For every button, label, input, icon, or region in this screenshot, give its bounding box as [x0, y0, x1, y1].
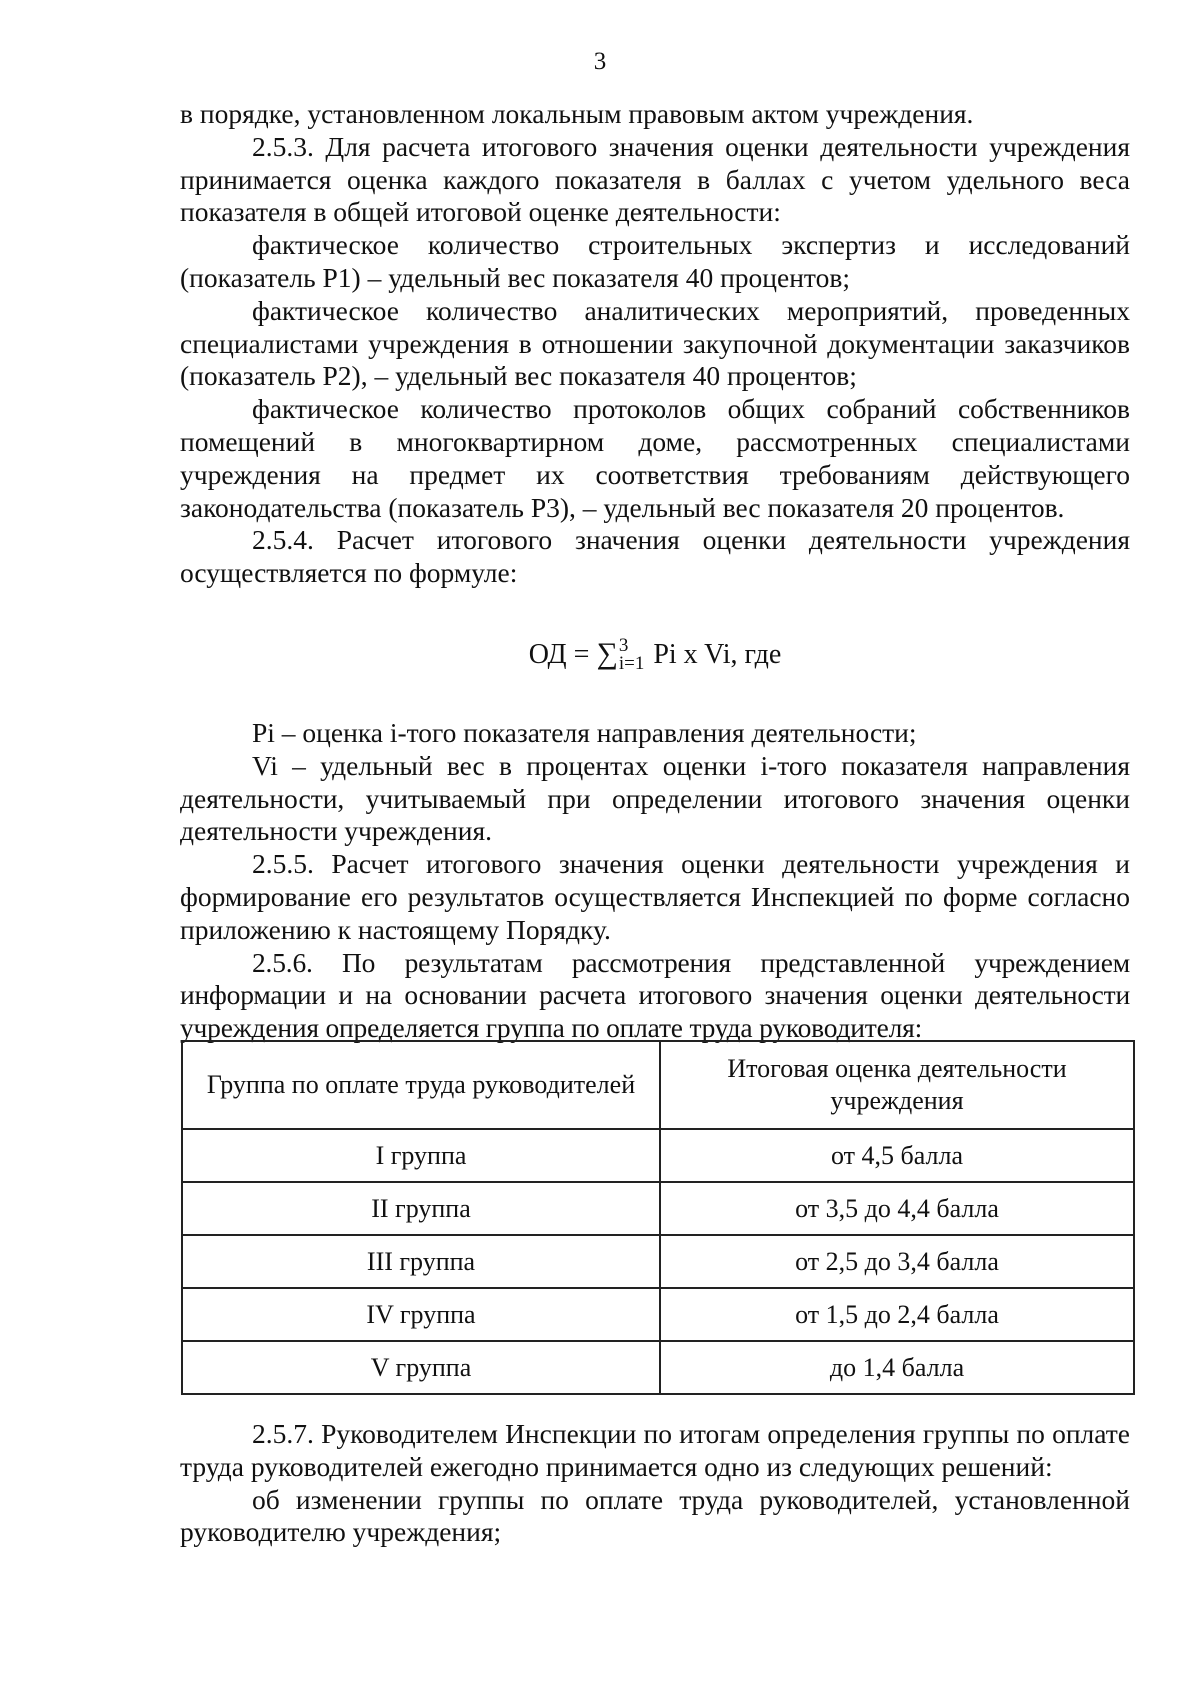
sum-lower-limit: i=1	[618, 652, 645, 674]
table-cell: V группа	[182, 1341, 660, 1394]
paragraph: Vi – удельный вес в процентах оценки i-того показателя направления деятельности, учитываемый при определении итогового значения оценки деятельности учреждения.	[180, 749, 1130, 847]
table-cell: от 1,5 до 2,4 балла	[660, 1288, 1134, 1341]
pay-group-table	[181, 1040, 1135, 1395]
table-cell: от 3,5 до 4,4 балла	[660, 1182, 1134, 1235]
formula-rhs: Pi x Vi, где	[653, 638, 782, 670]
paragraph: об изменении группы по оплате труда руководителей, установленной руководителю учреждения;	[180, 1483, 1130, 1548]
page-number: 3	[593, 48, 607, 75]
table-header-cell: Группа по оплате труда руководителей	[182, 1041, 660, 1129]
table-cell: IV группа	[182, 1288, 660, 1341]
table-row	[182, 1182, 1134, 1235]
paragraph: 2.5.5. Расчет итогового значения оценки деятельности учреждения и формирование его результатов осуществляется Инспекцией по форме согласно приложению к настоящему Порядку.	[180, 848, 1130, 945]
table-row	[182, 1288, 1134, 1341]
paragraph: фактическое количество аналитических мероприятий, проведенных специалистами учреждения в отношении закупочной документации заказчиков (показатель Р2), – удельный вес показателя 40 процентов;	[180, 294, 1130, 392]
paragraph: фактическое количество протоколов общих собраний собственников помещений в многоквартирном доме, рассмотренных специалистами учреждения на предмет их соответствия требованиям действующего законодательства (показатель Р3), – удельный вес показателя 20 процентов.	[180, 393, 1130, 523]
formula-lhs: ОД =	[528, 638, 590, 670]
table-row	[182, 1341, 1134, 1394]
document-body-bottom	[180, 1418, 1130, 1549]
paragraph: 2.5.7. Руководителем Инспекции по итогам определения группы по оплате труда руководителей ежегодно принимается одно из следующих решений:	[180, 1418, 1130, 1482]
paragraph: 2.5.6. По результатам рассмотрения представленной учреждением информации и на основании расчета итогового значения оценки деятельности учреждения определяется группа по оплате труда руководителя:	[180, 946, 1130, 1044]
paragraph: 2.5.3. Для расчета итогового значения оценки деятельности учреждения принимается оценка каждого показателя в баллах с учетом удельного веса показателя в общей итоговой оценке деятельности:	[180, 130, 1130, 228]
paragraph: 2.5.4. Расчет итогового значения оценки деятельности учреждения осуществляется по формуле:	[180, 524, 1130, 589]
table-cell: от 4,5 балла	[660, 1129, 1134, 1182]
table-header-row	[182, 1041, 1134, 1129]
sum-upper-limit: 3	[618, 634, 629, 656]
paragraph: фактическое количество строительных экспертиз и исследований (показатель Р1) – удельный вес показателя 40 процентов;	[180, 229, 1130, 293]
sum-limits	[618, 634, 645, 674]
table-cell: I группа	[182, 1129, 660, 1182]
paragraph: в порядке, установленном локальным правовым актом учреждения.	[180, 98, 974, 129]
table-row	[182, 1129, 1134, 1182]
sum-symbol: ∑	[596, 636, 618, 670]
table-header-cell: Итоговая оценка деятельности учреждения	[660, 1041, 1134, 1129]
formula	[180, 634, 1130, 675]
table-cell: от 2,5 до 3,4 балла	[660, 1235, 1134, 1288]
table-row	[182, 1235, 1134, 1288]
table-cell: II группа	[182, 1182, 660, 1235]
document-body-top	[180, 98, 1130, 1045]
table-cell: III группа	[182, 1235, 660, 1288]
table-cell: до 1,4 балла	[660, 1341, 1134, 1394]
paragraph: Pi – оценка i-того показателя направления деятельности;	[252, 716, 917, 748]
